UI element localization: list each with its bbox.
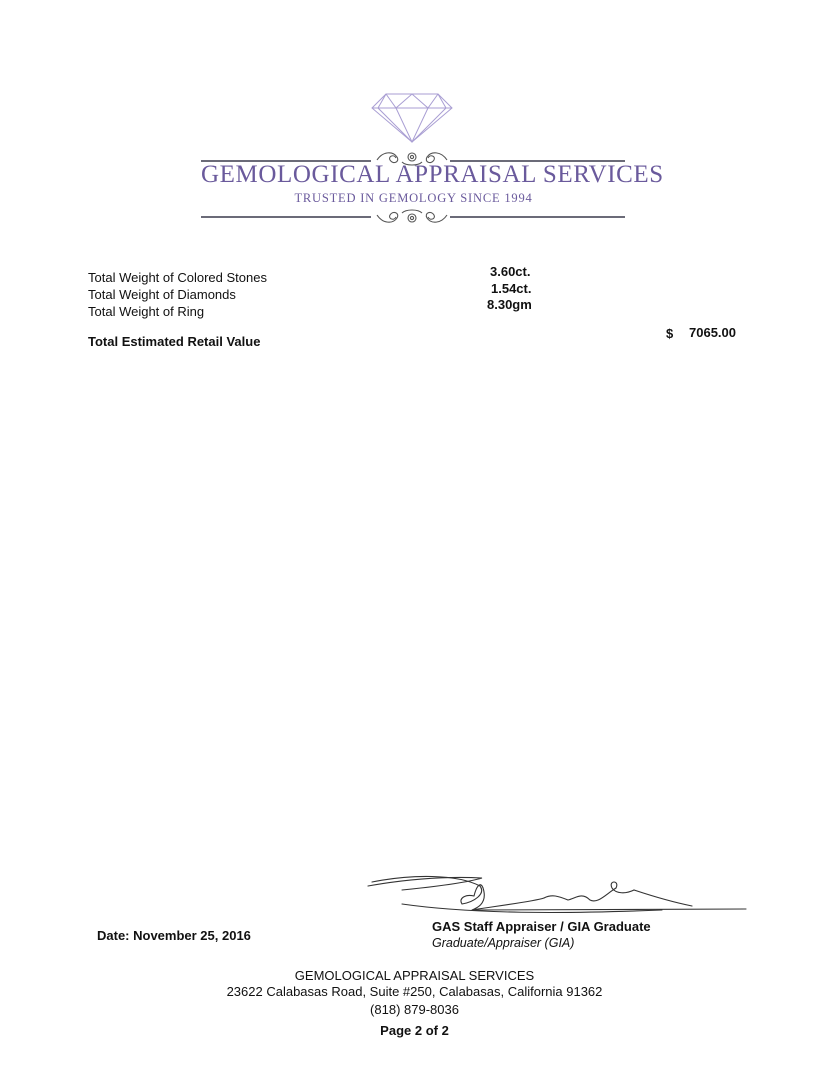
letterhead-rule xyxy=(450,216,625,218)
appraisal-date: Date: November 25, 2016 xyxy=(97,928,251,943)
currency-symbol: $ xyxy=(666,326,674,341)
page-number: Page 2 of 2 xyxy=(380,1023,449,1038)
diamond-icon xyxy=(370,92,454,144)
colored-stones-weight-value: 3.60ct. xyxy=(490,264,531,279)
company-tagline: TRUSTED IN GEMOLOGY SINCE 1994 xyxy=(294,191,533,205)
total-value-amount: 7065.00 xyxy=(689,325,736,340)
diamonds-weight-value: 1.54ct. xyxy=(491,281,532,296)
appraiser-signature xyxy=(362,864,752,922)
ring-weight-label: Total Weight of Ring xyxy=(88,304,205,319)
footer-company-name: GEMOLOGICAL APPRAISAL SERVICES xyxy=(294,968,535,983)
footer-address: 23622 Calabasas Road, Suite #250, Calabasas, California 91362 xyxy=(226,984,603,999)
diamonds-weight-label: Total Weight of Diamonds xyxy=(88,287,236,302)
ornament-flourish-icon xyxy=(373,204,451,228)
colored-stones-weight-label: Total Weight of Colored Stones xyxy=(88,270,267,285)
company-name: GEMOLOGICAL APPRAISAL SERVICES xyxy=(201,161,664,188)
ring-weight-value: 8.30gm xyxy=(487,297,532,312)
appraiser-credentials: Graduate/Appraiser (GIA) xyxy=(432,936,575,950)
appraiser-title: GAS Staff Appraiser / GIA Graduate xyxy=(432,919,651,934)
letterhead-rule xyxy=(201,216,371,218)
footer-phone: (818) 879-8036 xyxy=(370,1002,459,1017)
total-value-label: Total Estimated Retail Value xyxy=(88,334,261,349)
